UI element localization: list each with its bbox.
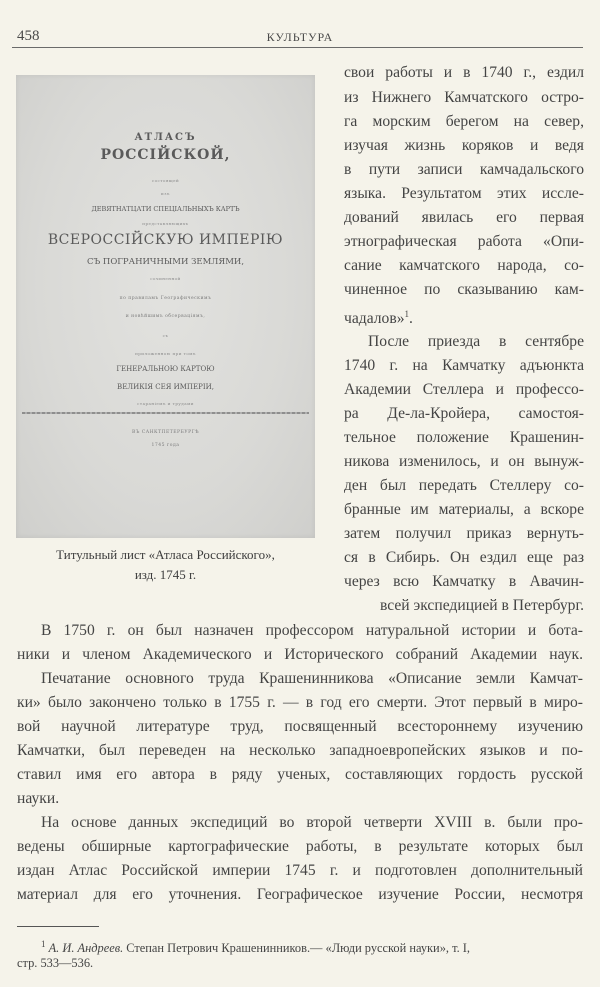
tp-line: состоящей xyxy=(151,178,180,183)
tp-line: съ xyxy=(162,333,169,338)
tp-line: сочиненной xyxy=(150,276,181,281)
tp-line: ВЕЛИКІЯ СЕЯ ИМПЕРІИ, xyxy=(117,383,214,391)
tp-line: изъ xyxy=(161,191,170,196)
tp-title-atlas: АТЛАСЪ xyxy=(134,132,197,143)
text-line: материал для его уточнения. Географическое изучение России, несмотря xyxy=(17,886,583,903)
tp-title-russian: РОССІЙСКОЙ, xyxy=(100,147,231,163)
text-line: ден был передать Стеллеру со- xyxy=(344,477,584,494)
tp-line: стараніемъ и трудами xyxy=(137,401,194,406)
tp-line: 1745 года xyxy=(151,443,180,448)
tp-title-empire: ВСЕРОССІЙСКУЮ ИМПЕРІЮ xyxy=(47,232,284,248)
footnote-continuation: стр. 533—536. xyxy=(17,956,94,970)
text-line: ставил имя его автора в ряду ученых, составляющих гордость русской xyxy=(17,766,583,783)
text-fragment: чадалов» xyxy=(344,310,405,328)
footnote-text: Степан Петрович Крашенинников.— «Люди русской науки», т. I, xyxy=(126,941,470,956)
text-line: На основе данных экспедиций во второй четверти XVIII в. были про- xyxy=(41,814,583,831)
footnote-marker: 1 xyxy=(41,939,46,949)
text-line: ся в Сибирь. Он ездил еще раз xyxy=(344,549,584,566)
text-line: Камчатки, был переведен на несколько западноевропейских языков и по- xyxy=(17,742,583,759)
text-line: вой научной литературе труд, посвященный всестороннему изучению xyxy=(17,718,583,735)
footnote-reference[interactable]: 1 xyxy=(404,309,409,319)
text-line: тельное положение Крашенин- xyxy=(344,429,584,446)
figure-atlas-title-page xyxy=(16,75,315,538)
text-line: из Нижнего Камчатского остро- xyxy=(344,89,584,106)
footnote-rule xyxy=(17,926,99,927)
header-rule xyxy=(12,47,583,48)
text-line: сание камчатского народа, со- xyxy=(344,257,584,274)
tp-line: ВЪ САНКТПЕТЕРБУРГѢ xyxy=(131,430,200,435)
tp-line: приложенною при томъ xyxy=(135,351,196,356)
text-line: ки» было закончено только в 1755 г. — в год его смерти. Этот первый в миро- xyxy=(17,694,583,711)
text-line: издан Атлас Российской империи 1745 г. и подготовлен дополнительный xyxy=(17,862,583,879)
tp-line: ГЕНЕРАЛЬНОЮ КАРТОЮ xyxy=(116,365,215,373)
text-line: дований явилась его первая xyxy=(344,209,584,226)
text-line: свои работы и в 1740 г., ездил xyxy=(344,64,584,81)
tp-line: представляющихъ xyxy=(142,221,189,226)
running-head xyxy=(17,28,583,48)
text-line: через всю Камчатку в Авачин- xyxy=(344,573,584,590)
text-line: языка. Результатом этих иссле- xyxy=(344,185,584,202)
text-line: науки. xyxy=(17,790,60,807)
text-line: бранные им материалы, а вскоре xyxy=(344,501,584,518)
text-line: всей экспедицией в Петербург. xyxy=(380,597,584,614)
page-number: 458 xyxy=(17,28,40,44)
caption-line: изд. 1745 г. xyxy=(134,567,197,582)
text-line: чиненное по сказыванию кам- xyxy=(344,281,584,298)
text-line: га морским берегом на север, xyxy=(344,113,584,130)
text-line: никова изменилось, и он вынуж- xyxy=(344,453,584,470)
section-title: КУЛЬТУРА xyxy=(266,30,334,44)
tp-line: и новѣйшимъ обсерваціямъ, xyxy=(125,314,206,319)
tp-line: СЪ ПОГРАНИЧНЫМИ ЗЕМЛЯМИ, xyxy=(86,257,245,267)
text-line: чадалов»$^1$. xyxy=(344,309,413,328)
text-line: После приезда в сентябре xyxy=(368,333,584,350)
text-line: 1740 г. на Камчатку адъюнкта xyxy=(344,357,584,374)
footnote-author: А. И. Андреев. xyxy=(48,941,124,956)
text-line: В 1750 г. он был назначен профессором натуральной истории и бота- xyxy=(41,622,583,639)
tp-ornamental-rule xyxy=(22,412,309,414)
tp-line: по правиламъ Географическимъ xyxy=(119,296,212,301)
text-line: Печатание основного труда Крашенинникова «Описание земли Камчат- xyxy=(41,670,583,687)
text-line: изучая жизнь коряков и ведя xyxy=(344,137,584,154)
text-line: в пути записи камчадальского xyxy=(344,161,584,178)
figure-caption xyxy=(16,545,315,585)
text-line: Академии Стеллера и профессо- xyxy=(344,381,584,398)
text-line: ра Де-ла-Кройера, самостоя- xyxy=(344,405,584,422)
text-line: ведены обширные картографические работы, в результате которых был xyxy=(17,838,583,855)
footnote xyxy=(41,935,470,958)
text-line: ники и членом Академического и Исторического собраний Академии наук. xyxy=(17,646,583,663)
text-line: затем получил приказ вернуть- xyxy=(344,525,584,542)
caption-line: Титульный лист «Атласа Российского», xyxy=(56,547,275,562)
text-line: этнографическая работа «Опи- xyxy=(344,233,584,250)
tp-line: ДЕВЯТНАТЦАТИ СПЕЦІАЛЬНЫХЪ КАРТЪ xyxy=(91,205,240,213)
